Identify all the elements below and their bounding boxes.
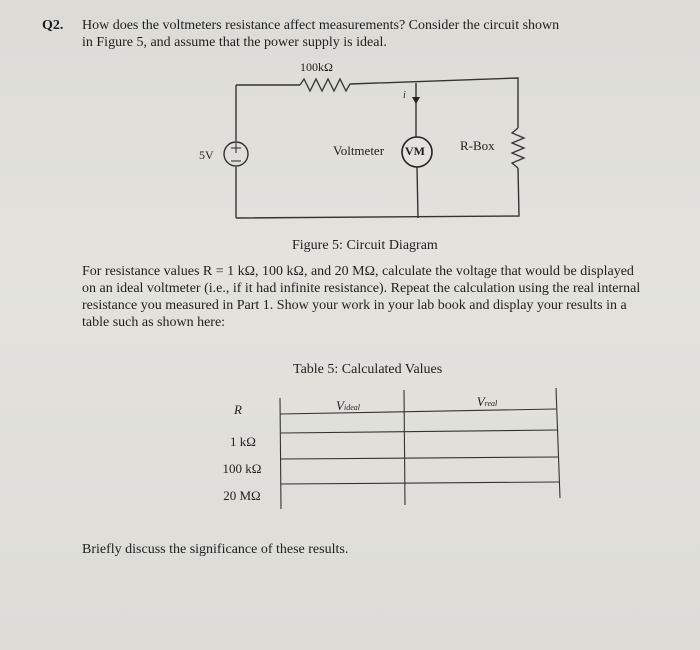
question-text-line-1: How does the voltmeters resistance affect measurements? Consider the circuit shown xyxy=(82,18,560,33)
resistor-label: 100kΩ xyxy=(300,60,333,74)
source-voltage-label: 5V xyxy=(199,148,214,162)
resistor-symbol xyxy=(300,79,350,91)
discussion-prompt: Briefly discuss the significance of these results. xyxy=(82,542,349,557)
rbox-label: R-Box xyxy=(460,138,495,153)
rbox-resistor-symbol xyxy=(512,128,524,168)
table-row-value: 20 MΩ xyxy=(223,488,261,503)
voltmeter-label: Voltmeter xyxy=(333,143,385,158)
question-text-line-2: in Figure 5, and assume that the power supply is ideal. xyxy=(82,35,387,50)
figure-caption: Figure 5: Circuit Diagram xyxy=(292,238,438,253)
table-header-r: R xyxy=(234,402,242,417)
current-label: i xyxy=(403,90,406,101)
voltmeter-symbol-text: VM xyxy=(405,144,425,158)
table-row-value: 100 kΩ xyxy=(222,461,262,476)
paragraph-line-2: on an ideal voltmeter (i.e., if it had infinite resistance). Repeat the calculation using the real internal xyxy=(82,281,641,296)
question-number: Q2. xyxy=(42,18,64,33)
paragraph-line-3: resistance you measured in Part 1. Show your work in your lab book and display your results in a xyxy=(82,298,627,313)
paragraph-line-1: For resistance values R = 1 kΩ, 100 kΩ, and 20 MΩ, calculate the voltage that would be displayed xyxy=(82,264,634,279)
table-row-value: 1 kΩ xyxy=(230,434,256,449)
table-header-vreal: Vreal xyxy=(476,394,498,409)
table-header-videal: Videal xyxy=(336,398,360,413)
table-caption: Table 5: Calculated Values xyxy=(293,362,443,377)
paragraph-line-4: table such as shown here: xyxy=(82,315,226,330)
results-table-grid xyxy=(280,388,560,509)
current-arrow-icon xyxy=(412,97,420,104)
